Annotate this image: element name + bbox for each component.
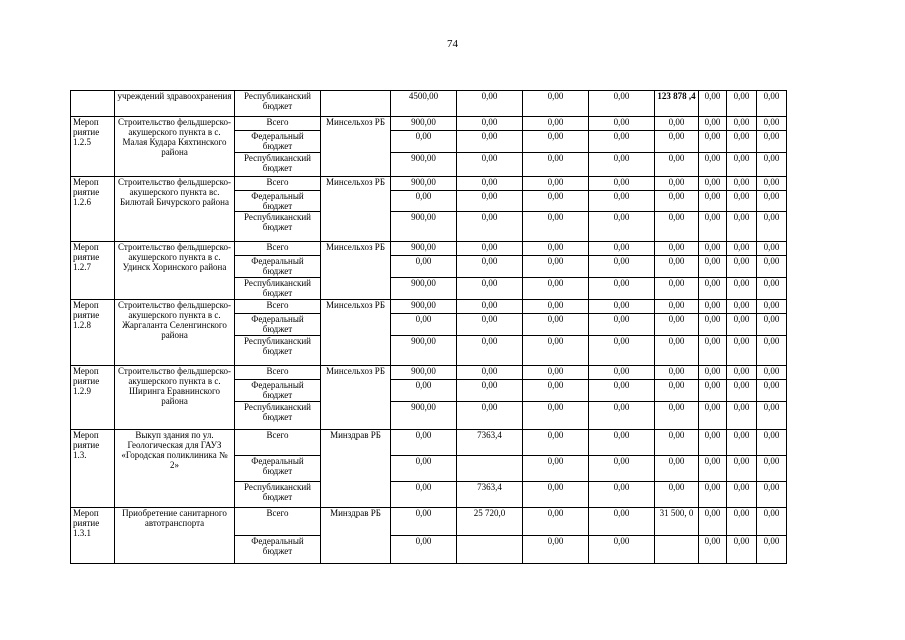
measure-code xyxy=(71,91,115,117)
amount-cell: 0,00 xyxy=(757,402,787,430)
amount-cell: 0,00 xyxy=(757,131,787,153)
measure-code: Мероп риятие 1.2.7 xyxy=(71,242,115,300)
amount-cell: 0,00 xyxy=(523,456,589,482)
amount-cell: 0,00 xyxy=(457,177,523,191)
executor: Минздрав РБ xyxy=(321,508,391,564)
amount-cell: 0,00 xyxy=(457,131,523,153)
amount-cell: 0,00 xyxy=(757,278,787,300)
budget-table xyxy=(70,90,787,564)
amount-cell: 0,00 xyxy=(727,117,757,131)
amount-cell: 900,00 xyxy=(391,117,457,131)
amount-cell: 900,00 xyxy=(391,212,457,242)
amount-cell: 0,00 xyxy=(457,380,523,402)
amount-cell: 0,00 xyxy=(699,380,727,402)
funding-source: Всего xyxy=(235,117,321,131)
amount-cell: 0,00 xyxy=(699,117,727,131)
funding-source: Всего xyxy=(235,177,321,191)
amount-cell: 0,00 xyxy=(727,242,757,256)
executor: Минсельхоз РБ xyxy=(321,177,391,242)
executor: Минсельхоз РБ xyxy=(321,117,391,177)
amount-cell: 0,00 xyxy=(757,456,787,482)
amount-cell: 0,00 xyxy=(523,300,589,314)
table-row xyxy=(71,508,787,536)
amount-cell: 0,00 xyxy=(523,380,589,402)
amount-cell: 0,00 xyxy=(655,482,699,508)
amount-cell: 0,00 xyxy=(523,482,589,508)
amount-cell: 0,00 xyxy=(589,380,655,402)
amount-cell: 0,00 xyxy=(727,314,757,336)
table-row xyxy=(71,177,787,191)
amount-cell: 0,00 xyxy=(589,153,655,177)
amount-cell: 0,00 xyxy=(727,191,757,212)
funding-source: Республиканский бюджет xyxy=(235,153,321,177)
amount-cell: 0,00 xyxy=(757,117,787,131)
measure-code: Мероп риятие 1.3. xyxy=(71,430,115,508)
funding-source: Республиканский бюджет xyxy=(235,336,321,366)
amount-cell: 0,00 xyxy=(655,117,699,131)
amount-cell: 0,00 xyxy=(727,91,757,117)
amount-cell: 0,00 xyxy=(457,300,523,314)
funding-source: Республиканский бюджет xyxy=(235,212,321,242)
amount-cell: 0,00 xyxy=(457,256,523,278)
amount-cell: 0,00 xyxy=(757,177,787,191)
amount-cell: 0,00 xyxy=(699,456,727,482)
measure-name: Выкуп здания по ул. Геологическая для ГАУЗ «Городская поликлиника № 2» xyxy=(115,430,235,508)
amount-cell: 0,00 xyxy=(655,153,699,177)
funding-source: Федеральный бюджет xyxy=(235,131,321,153)
amount-cell: 0,00 xyxy=(727,278,757,300)
amount-cell: 0,00 xyxy=(589,456,655,482)
measure-code: Мероп риятие 1.2.6 xyxy=(71,177,115,242)
amount-cell: 0,00 xyxy=(391,456,457,482)
amount-cell: 0,00 xyxy=(699,153,727,177)
amount-cell: 0,00 xyxy=(655,430,699,456)
funding-source: Всего xyxy=(235,508,321,536)
amount-cell: 0,00 xyxy=(523,91,589,117)
amount-cell: 0,00 xyxy=(589,256,655,278)
amount-cell: 0,00 xyxy=(655,366,699,380)
amount-cell: 0,00 xyxy=(457,153,523,177)
amount-cell: 0,00 xyxy=(523,153,589,177)
amount-cell: 7363,4 xyxy=(457,430,523,456)
measure-name: Приобретение санитарного автотранспорта xyxy=(115,508,235,564)
amount-cell: 0,00 xyxy=(457,336,523,366)
amount-cell: 0,00 xyxy=(589,117,655,131)
measure-name: Строительство фельдшерско-акушерского пункта вс. Билютай Бичурского района xyxy=(115,177,235,242)
amount-cell: 0,00 xyxy=(699,191,727,212)
amount-cell: 0,00 xyxy=(655,380,699,402)
amount-cell: 0,00 xyxy=(699,256,727,278)
funding-source: Республиканский бюджет xyxy=(235,91,321,117)
funding-source: Федеральный бюджет xyxy=(235,256,321,278)
table-row xyxy=(71,430,787,456)
amount-cell: 0,00 xyxy=(655,131,699,153)
amount-cell: 7363,4 xyxy=(457,482,523,508)
amount-cell: 0,00 xyxy=(523,536,589,564)
amount-cell: 0,00 xyxy=(391,314,457,336)
amount-cell: 0,00 xyxy=(727,508,757,536)
amount-cell: 0,00 xyxy=(391,380,457,402)
amount-cell: 0,00 xyxy=(699,314,727,336)
amount-cell: 4500,00 xyxy=(391,91,457,117)
table-row xyxy=(71,300,787,314)
amount-cell: 0,00 xyxy=(727,430,757,456)
amount-cell: 0,00 xyxy=(757,482,787,508)
amount-cell: 0,00 xyxy=(757,536,787,564)
amount-cell: 0,00 xyxy=(457,117,523,131)
amount-cell: 900,00 xyxy=(391,336,457,366)
amount-cell: 900,00 xyxy=(391,366,457,380)
funding-source: Республиканский бюджет xyxy=(235,402,321,430)
funding-source: Республиканский бюджет xyxy=(235,278,321,300)
amount-cell: 0,00 xyxy=(699,402,727,430)
amount-cell: 0,00 xyxy=(589,300,655,314)
amount-cell: 0,00 xyxy=(757,153,787,177)
amount-cell: 0,00 xyxy=(391,191,457,212)
amount-cell: 0,00 xyxy=(523,402,589,430)
measure-code: Мероп риятие 1.2.5 xyxy=(71,117,115,177)
amount-cell: 0,00 xyxy=(727,256,757,278)
amount-cell: 0,00 xyxy=(589,177,655,191)
amount-cell: 0,00 xyxy=(655,278,699,300)
amount-cell: 0,00 xyxy=(699,430,727,456)
amount-cell: 0,00 xyxy=(699,131,727,153)
measure-name: Строительство фельдшерско-акушерского пункта в с. Ширинга Еравнинского района xyxy=(115,366,235,430)
amount-cell: 0,00 xyxy=(699,366,727,380)
amount-cell: 0,00 xyxy=(523,430,589,456)
amount-cell: 0,00 xyxy=(727,212,757,242)
amount-cell: 0,00 xyxy=(655,212,699,242)
measure-name: Строительство фельдшерско-акушерского пункта в с. Малая Кудара Кяхтинского района xyxy=(115,117,235,177)
funding-source: Всего xyxy=(235,242,321,256)
funding-source: Всего xyxy=(235,430,321,456)
amount-cell: 0,00 xyxy=(457,402,523,430)
table-row xyxy=(71,91,787,117)
amount-cell: 0,00 xyxy=(589,242,655,256)
amount-cell: 0,00 xyxy=(589,336,655,366)
amount-cell: 0,00 xyxy=(727,536,757,564)
measure-name: Строительство фельдшерско-акушерского пункта в с. Удинск Хоринского района xyxy=(115,242,235,300)
amount-cell: 0,00 xyxy=(391,508,457,536)
amount-cell: 0,00 xyxy=(457,91,523,117)
amount-cell: 0,00 xyxy=(589,402,655,430)
amount-cell: 31 500, 0 xyxy=(655,508,699,536)
amount-cell: 0,00 xyxy=(727,177,757,191)
amount-cell: 0,00 xyxy=(727,131,757,153)
amount-cell: 900,00 xyxy=(391,300,457,314)
amount-cell xyxy=(655,536,699,564)
amount-cell: 900,00 xyxy=(391,153,457,177)
amount-cell: 0,00 xyxy=(391,536,457,564)
amount-cell: 0,00 xyxy=(655,456,699,482)
amount-cell: 0,00 xyxy=(589,212,655,242)
amount-cell: 0,00 xyxy=(523,191,589,212)
amount-cell: 0,00 xyxy=(391,430,457,456)
amount-cell: 0,00 xyxy=(727,300,757,314)
amount-cell: 0,00 xyxy=(699,300,727,314)
amount-cell: 0,00 xyxy=(589,314,655,336)
amount-cell: 0,00 xyxy=(523,256,589,278)
page-number: 74 xyxy=(447,38,458,50)
amount-cell: 0,00 xyxy=(757,366,787,380)
funding-source: Республиканский бюджет xyxy=(235,482,321,508)
amount-cell: 0,00 xyxy=(757,91,787,117)
amount-cell: 0,00 xyxy=(523,366,589,380)
amount-cell: 0,00 xyxy=(589,91,655,117)
table-row xyxy=(71,242,787,256)
amount-cell: 900,00 xyxy=(391,402,457,430)
amount-cell: 0,00 xyxy=(757,430,787,456)
amount-cell: 0,00 xyxy=(727,482,757,508)
amount-cell: 0,00 xyxy=(655,191,699,212)
amount-cell: 0,00 xyxy=(391,131,457,153)
amount-cell: 0,00 xyxy=(523,336,589,366)
amount-cell: 0,00 xyxy=(699,536,727,564)
amount-cell: 0,00 xyxy=(727,153,757,177)
amount-cell xyxy=(457,456,523,482)
executor: Минсельхоз РБ xyxy=(321,242,391,300)
amount-cell: 0,00 xyxy=(655,336,699,366)
amount-cell: 0,00 xyxy=(523,131,589,153)
amount-cell: 0,00 xyxy=(655,300,699,314)
amount-cell: 0,00 xyxy=(589,366,655,380)
amount-cell: 0,00 xyxy=(757,300,787,314)
amount-cell: 900,00 xyxy=(391,278,457,300)
amount-cell: 123 878 ,4 xyxy=(655,91,699,117)
amount-cell: 0,00 xyxy=(699,336,727,366)
funding-source: Всего xyxy=(235,366,321,380)
measure-code: Мероп риятие 1.2.8 xyxy=(71,300,115,366)
amount-cell: 0,00 xyxy=(655,242,699,256)
amount-cell: 0,00 xyxy=(457,366,523,380)
amount-cell: 0,00 xyxy=(457,191,523,212)
amount-cell: 0,00 xyxy=(457,212,523,242)
amount-cell: 0,00 xyxy=(655,314,699,336)
amount-cell: 0,00 xyxy=(757,212,787,242)
amount-cell: 0,00 xyxy=(523,117,589,131)
executor xyxy=(321,91,391,117)
amount-cell: 900,00 xyxy=(391,242,457,256)
amount-cell: 0,00 xyxy=(391,482,457,508)
amount-cell: 0,00 xyxy=(655,256,699,278)
measure-code: Мероп риятие 1.2.9 xyxy=(71,366,115,430)
amount-cell: 0,00 xyxy=(757,242,787,256)
amount-cell: 0,00 xyxy=(699,242,727,256)
amount-cell: 0,00 xyxy=(457,242,523,256)
amount-cell: 0,00 xyxy=(589,191,655,212)
amount-cell: 0,00 xyxy=(589,482,655,508)
funding-source: Федеральный бюджет xyxy=(235,191,321,212)
amount-cell: 0,00 xyxy=(699,508,727,536)
amount-cell: 0,00 xyxy=(589,508,655,536)
amount-cell: 0,00 xyxy=(699,212,727,242)
funding-source: Всего xyxy=(235,300,321,314)
amount-cell: 0,00 xyxy=(589,430,655,456)
amount-cell: 25 720,0 xyxy=(457,508,523,536)
amount-cell: 0,00 xyxy=(727,336,757,366)
amount-cell: 0,00 xyxy=(391,256,457,278)
amount-cell: 0,00 xyxy=(757,380,787,402)
amount-cell: 0,00 xyxy=(589,131,655,153)
amount-cell: 0,00 xyxy=(699,91,727,117)
amount-cell: 0,00 xyxy=(727,380,757,402)
funding-source: Федеральный бюджет xyxy=(235,380,321,402)
amount-cell: 0,00 xyxy=(699,177,727,191)
amount-cell: 0,00 xyxy=(757,336,787,366)
amount-cell: 0,00 xyxy=(699,482,727,508)
executor: Минздрав РБ xyxy=(321,430,391,508)
amount-cell: 0,00 xyxy=(699,278,727,300)
funding-source: Федеральный бюджет xyxy=(235,314,321,336)
amount-cell: 0,00 xyxy=(457,314,523,336)
amount-cell: 0,00 xyxy=(727,366,757,380)
table-row xyxy=(71,366,787,380)
amount-cell: 0,00 xyxy=(655,402,699,430)
amount-cell xyxy=(457,536,523,564)
amount-cell: 0,00 xyxy=(757,508,787,536)
amount-cell: 0,00 xyxy=(523,314,589,336)
amount-cell: 0,00 xyxy=(727,456,757,482)
amount-cell: 0,00 xyxy=(655,177,699,191)
measure-name: учреждений здравоохранения xyxy=(115,91,235,117)
executor: Минсельхоз РБ xyxy=(321,366,391,430)
amount-cell: 0,00 xyxy=(757,256,787,278)
funding-source: Федеральный бюджет xyxy=(235,536,321,564)
amount-cell: 0,00 xyxy=(757,314,787,336)
executor: Минсельхоз РБ xyxy=(321,300,391,366)
amount-cell: 900,00 xyxy=(391,177,457,191)
amount-cell: 0,00 xyxy=(523,177,589,191)
amount-cell: 0,00 xyxy=(523,212,589,242)
amount-cell: 0,00 xyxy=(727,402,757,430)
table-row xyxy=(71,117,787,131)
amount-cell: 0,00 xyxy=(457,278,523,300)
amount-cell: 0,00 xyxy=(757,191,787,212)
amount-cell: 0,00 xyxy=(523,278,589,300)
amount-cell: 0,00 xyxy=(589,536,655,564)
amount-cell: 0,00 xyxy=(523,242,589,256)
amount-cell: 0,00 xyxy=(589,278,655,300)
measure-name: Строительство фельдшерско-акушерского пункта в с. Жаргаланта Селенгинского района xyxy=(115,300,235,366)
funding-source: Федеральный бюджет xyxy=(235,456,321,482)
amount-cell: 0,00 xyxy=(523,508,589,536)
measure-code: Мероп риятие 1.3.1 xyxy=(71,508,115,564)
